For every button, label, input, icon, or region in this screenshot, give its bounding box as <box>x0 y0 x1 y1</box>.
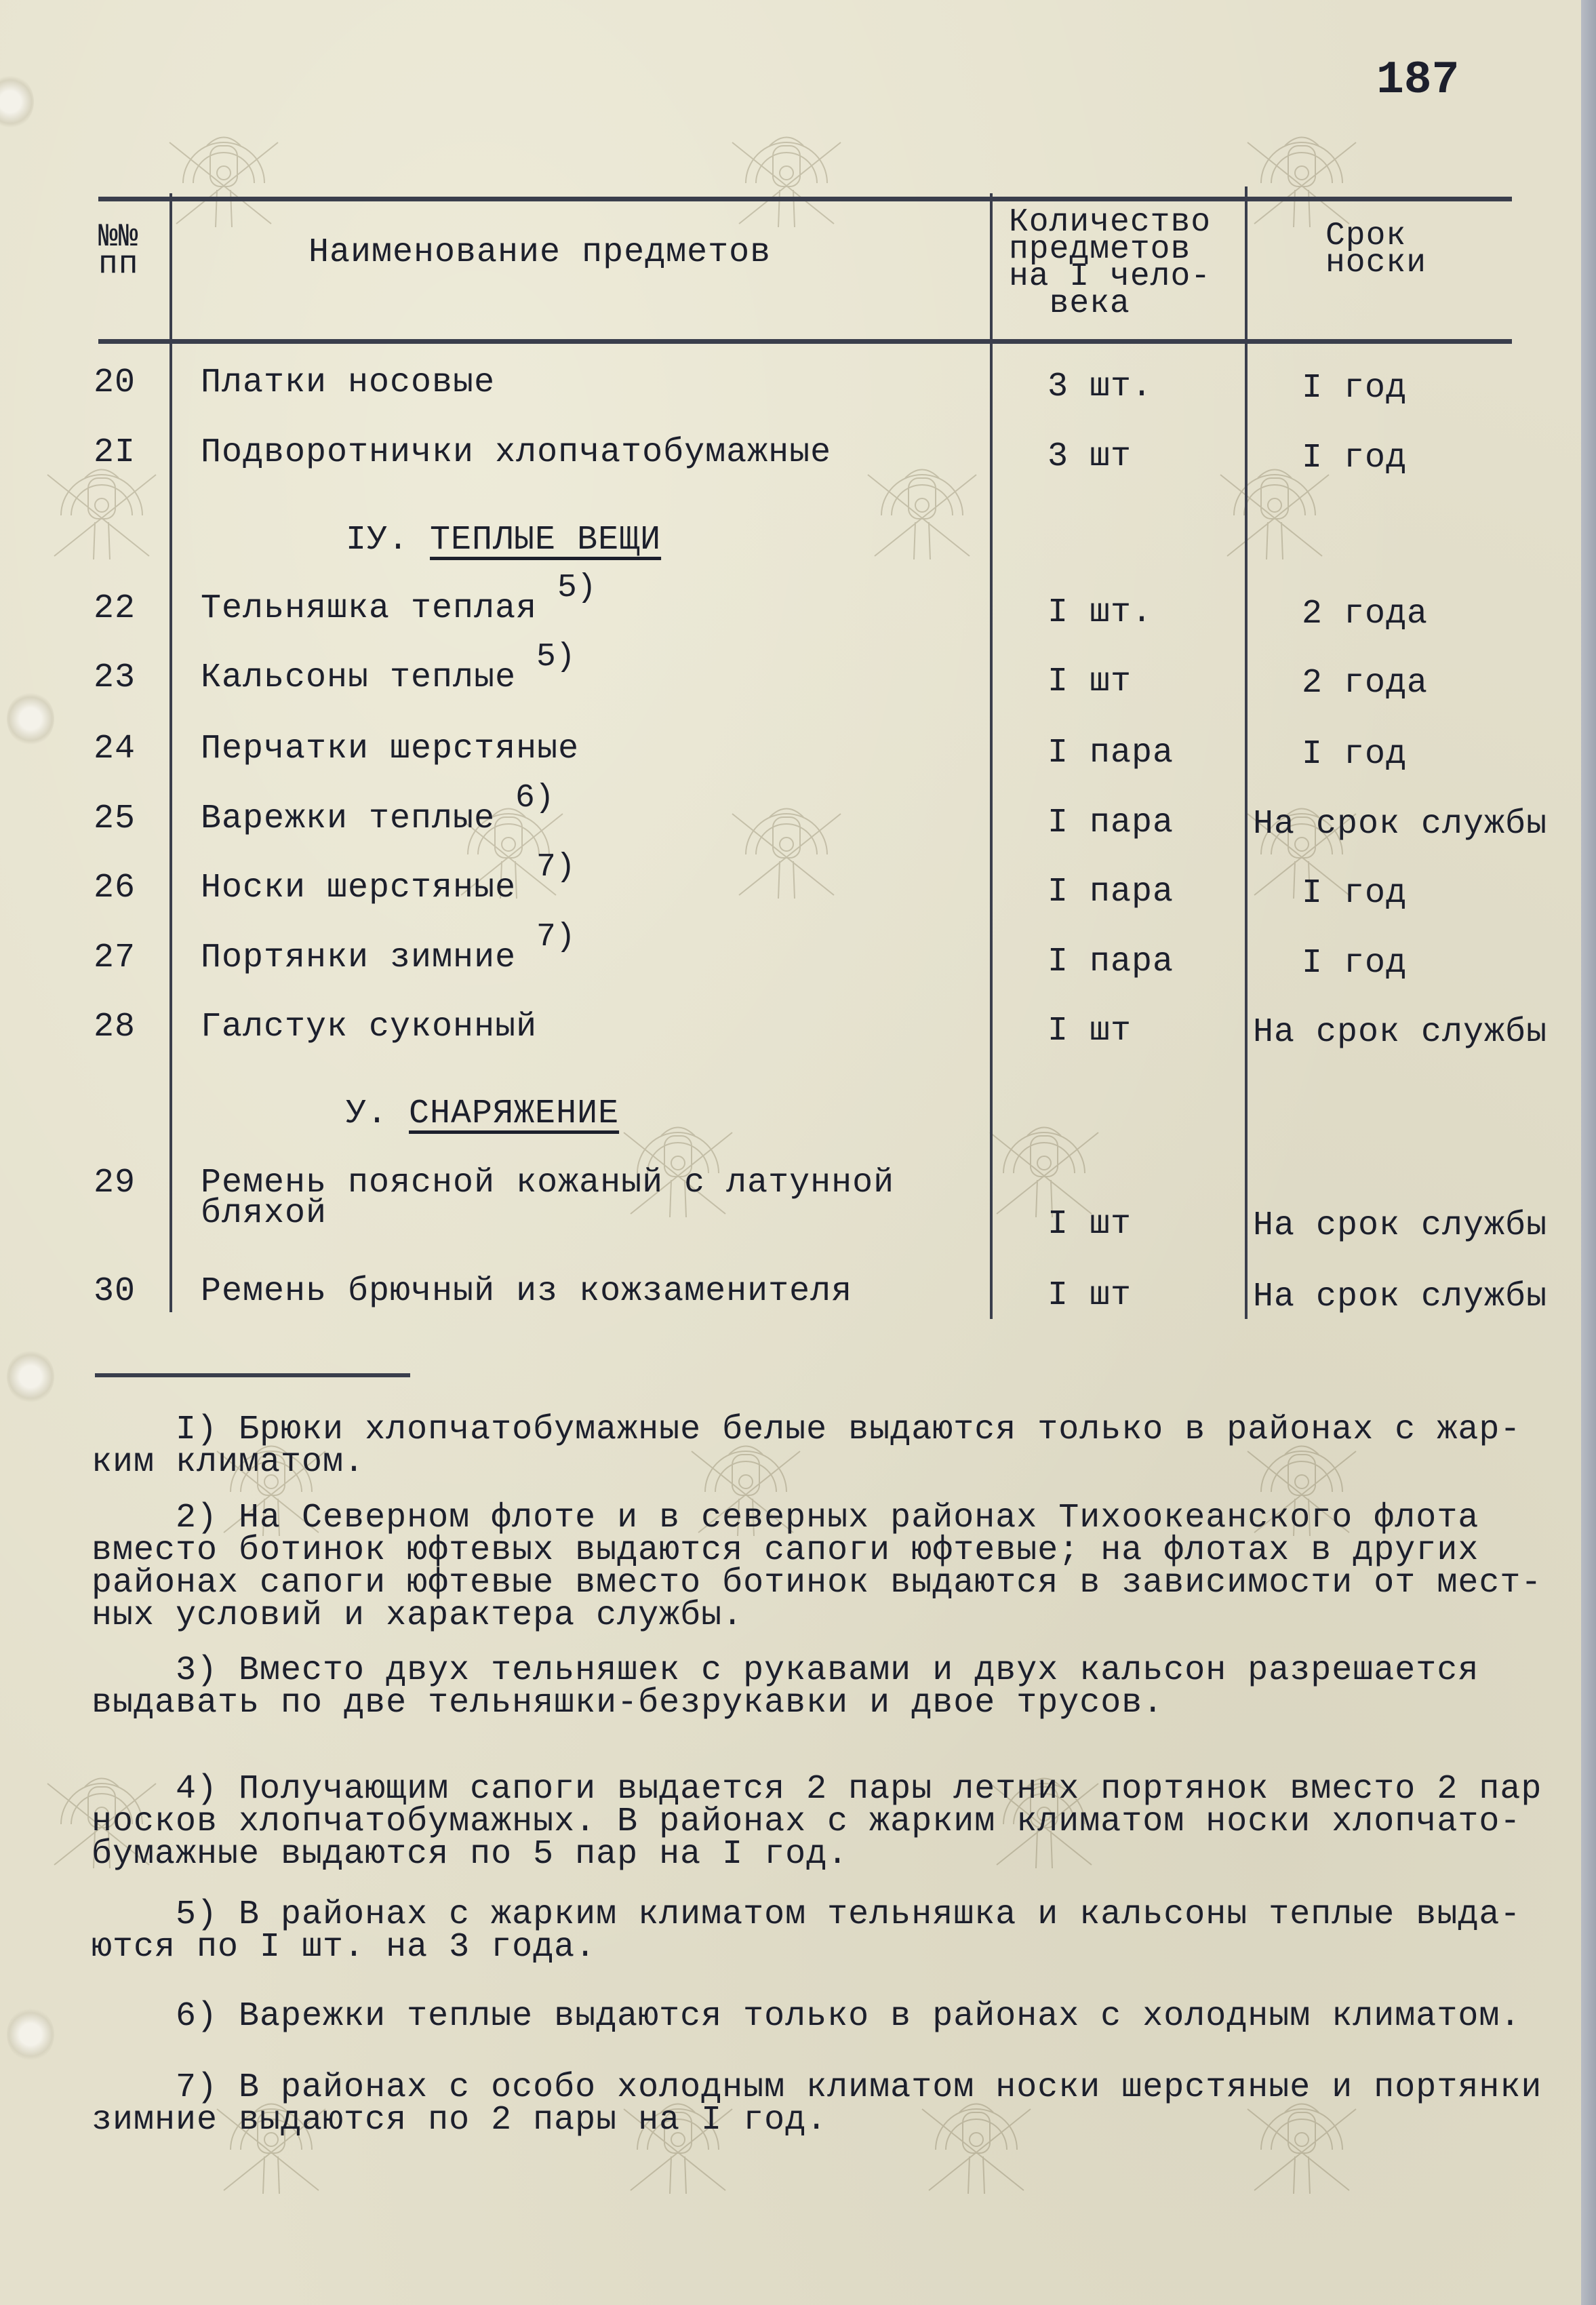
item-name: Ремень брючный из кожзаменителя <box>201 1272 853 1311</box>
footnote-text-continued: выдавать по две тельняшки-безрукавки и двое трусов. <box>92 1684 1164 1722</box>
item-quantity: I шт. <box>1048 593 1153 632</box>
footnote-text-continued: вместо ботинок юфтевых выдаются сапоги юфтевые; на флотах в других <box>92 1531 1479 1570</box>
section-heading-warm: IУ. ТЕПЛЫЕ ВЕЩИ <box>346 521 662 559</box>
emblem-watermark-icon <box>854 441 990 576</box>
footnote-text: 3) Вместо двух тельняшек с рукавами и двух кальсон разрешается <box>92 1651 1479 1690</box>
paper-edge <box>1581 0 1596 2305</box>
item-quantity: I пара <box>1048 734 1174 772</box>
item-quantity: I шт <box>1048 1276 1132 1315</box>
footnote-text-continued: зимние выдаются по 2 пары на I год. <box>92 2101 828 2140</box>
table-top-rule <box>98 197 1512 201</box>
item-quantity: I шт <box>1048 663 1132 701</box>
footnote-reference: 5) <box>557 570 597 606</box>
row-number: 25 <box>94 800 136 838</box>
wear-term: I год <box>1302 874 1408 913</box>
item-name-continued: бляхой <box>201 1194 327 1233</box>
footnote-text: 2) На Северном флоте и в северных районах Тихоокеанского флота <box>92 1499 1479 1537</box>
column-divider-term <box>1245 186 1248 1319</box>
item-name: Подворотнички хлопчатобумажные <box>201 433 832 472</box>
row-number: 30 <box>94 1272 136 1311</box>
section-heading-equipment: У. СНАРЯЖЕНИЕ <box>346 1095 620 1133</box>
row-number: 24 <box>94 730 136 768</box>
row-number: 28 <box>94 1008 136 1046</box>
footnote-separator <box>95 1373 410 1377</box>
footnote-reference: 7) <box>536 849 576 886</box>
binding-hole <box>7 2007 54 2062</box>
item-name: Варежки теплые <box>201 800 496 838</box>
footnote-text: 5) В районах с жарким климатом тельняшка и кальсоны теплые выда- <box>92 1895 1521 1934</box>
item-quantity: I шт <box>1048 1205 1132 1244</box>
wear-term: На срок службы <box>1253 1206 1548 1245</box>
row-number: 2I <box>94 433 136 472</box>
item-quantity: 3 шт. <box>1048 368 1153 406</box>
footnote-text-continued: ных условий и характера службы. <box>92 1596 744 1635</box>
header-name: Наименование предметов <box>308 233 772 272</box>
binding-hole <box>0 75 34 129</box>
row-number: 26 <box>94 869 136 907</box>
column-divider-num <box>169 193 172 1312</box>
header-term: Срок носки <box>1325 218 1427 281</box>
footnote-reference: 5) <box>536 639 576 675</box>
wear-term: I год <box>1302 944 1408 983</box>
footnote-text-continued: районах сапоги юфтевые вместо ботинок выдаются в зависимости от мест- <box>92 1564 1542 1602</box>
wear-term: I год <box>1302 369 1408 408</box>
item-name: Тельняшка теплая <box>201 589 538 628</box>
footnote-text-continued: бумажные выдаются по 5 пар на I год. <box>92 1835 849 1874</box>
item-name: Ремень поясной кожаный с латунной <box>201 1164 895 1202</box>
row-number: 20 <box>94 363 136 402</box>
header-qty: Количество предметов на I чело- века <box>1009 204 1212 322</box>
item-quantity: I пара <box>1048 873 1174 911</box>
item-quantity: I пара <box>1048 804 1174 842</box>
wear-term: 2 года <box>1302 595 1429 633</box>
emblem-watermark-icon <box>719 780 854 915</box>
footnote-text-continued: ким климатом. <box>92 1443 365 1482</box>
wear-term: На срок службы <box>1253 1278 1548 1316</box>
footnote-text: I) Брюки хлопчатобумажные белые выдаются только в районах с жар- <box>92 1411 1521 1449</box>
footnote-text-continued: ются по I шт. на 3 года. <box>92 1928 597 1967</box>
page-number: 187 <box>1376 54 1460 106</box>
column-divider-qty <box>990 193 993 1319</box>
wear-term: На срок службы <box>1253 805 1548 844</box>
table-header-rule <box>98 339 1512 344</box>
row-number: 27 <box>94 939 136 977</box>
footnote-reference: 6) <box>515 780 555 816</box>
item-name: Носки шерстяные <box>201 869 517 907</box>
footnote-text: 6) Варежки теплые выдаются только в районах с холодным климатом. <box>92 1997 1521 2036</box>
wear-term: 2 года <box>1302 664 1429 703</box>
binding-hole <box>7 692 54 746</box>
row-number: 29 <box>94 1164 136 1202</box>
item-quantity: 3 шт <box>1048 437 1132 476</box>
item-name: Галстук суконный <box>201 1008 538 1046</box>
emblem-watermark-icon <box>156 109 292 244</box>
footnote-text: 7) В районах с особо холодным климатом носки шерстяные и портянки <box>92 2068 1542 2107</box>
footnote-reference: 7) <box>536 919 576 956</box>
item-name: Перчатки шерстяные <box>201 730 580 768</box>
item-name: Платки носовые <box>201 363 496 402</box>
header-num: №№ пп <box>98 219 139 283</box>
row-number: 23 <box>94 658 136 697</box>
footnote-text: 4) Получающим сапоги выдается 2 пары летних портянок вместо 2 пар <box>92 1770 1542 1809</box>
wear-term: На срок службы <box>1253 1013 1548 1052</box>
wear-term: I год <box>1302 439 1408 477</box>
wear-term: I год <box>1302 735 1408 774</box>
emblem-watermark-icon <box>719 109 854 244</box>
item-quantity: I шт <box>1048 1012 1132 1050</box>
item-name: Кальсоны теплые <box>201 658 517 697</box>
binding-hole <box>7 1349 54 1404</box>
row-number: 22 <box>94 589 136 628</box>
footnote-text-continued: носков хлопчатобумажных. В районах с жарким климатом носки хлопчато- <box>92 1802 1521 1841</box>
item-quantity: I пара <box>1048 943 1174 981</box>
item-name: Портянки зимние <box>201 939 517 977</box>
